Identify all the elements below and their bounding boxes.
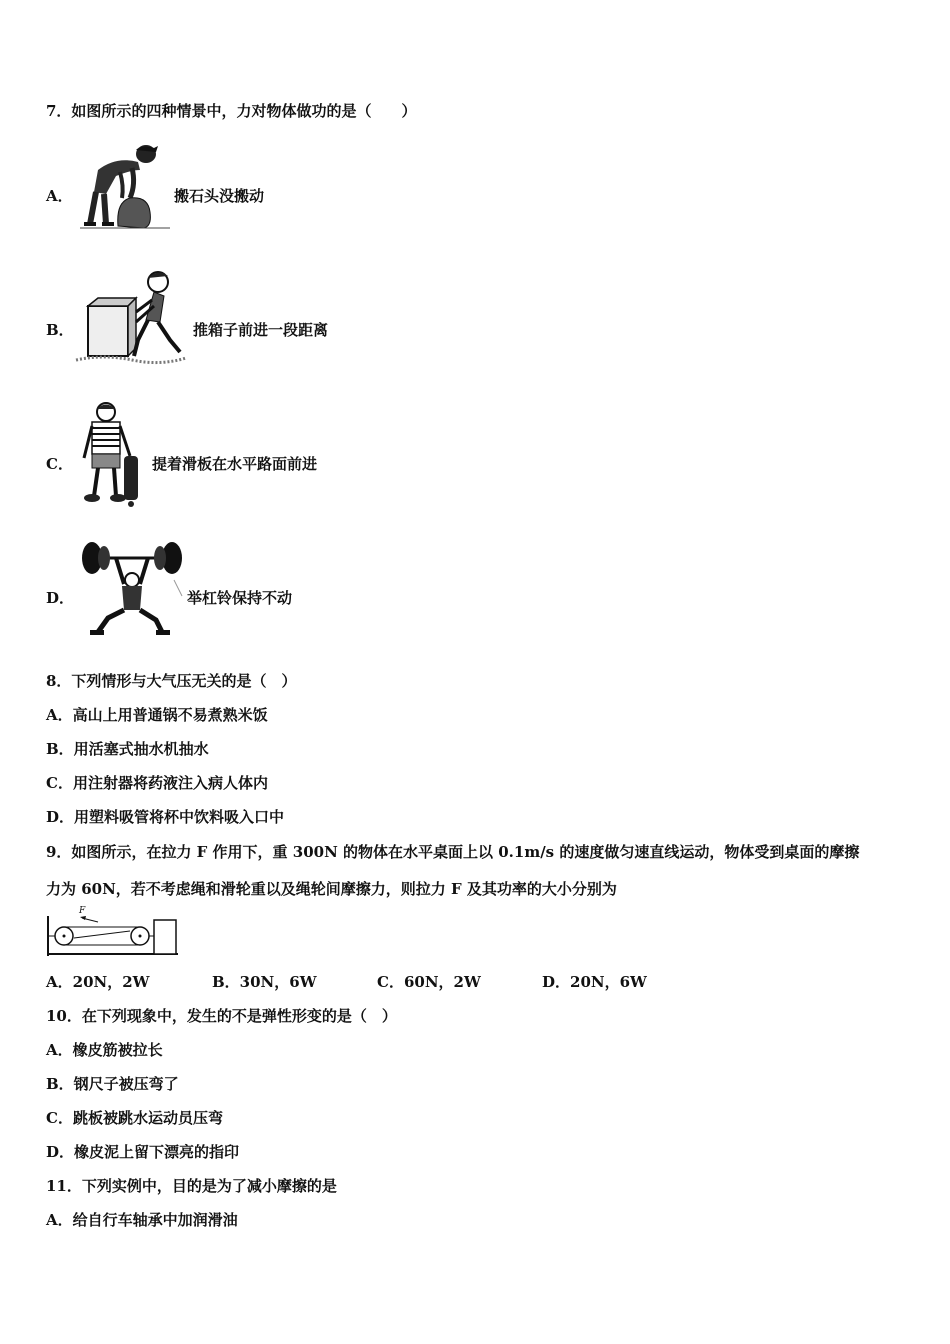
q10-option-b: B．钢尺子被压弯了 bbox=[46, 1075, 179, 1093]
q9-option-c: C．60N，2W bbox=[377, 973, 481, 991]
q7-option-a-caption: 搬石头没搬动 bbox=[174, 187, 265, 205]
q7-option-b-letter: B． bbox=[46, 321, 74, 339]
question-8-stem: 8．下列情形与大气压无关的是（ ） bbox=[46, 672, 297, 690]
q8-option-b: B．用活塞式抽水机抽水 bbox=[46, 740, 209, 758]
q7-option-b-caption: 推箱子前进一段距离 bbox=[193, 321, 329, 339]
q7-option-a-letter: A． bbox=[46, 187, 73, 205]
question-7-stem: 7．如图所示的四种情景中，力对物体做功的是（ ） bbox=[46, 102, 417, 120]
person-pushing-box-icon bbox=[74, 268, 189, 368]
q7-option-d-caption: 举杠铃保持不动 bbox=[187, 589, 293, 607]
q7-option-c-letter: C． bbox=[46, 455, 73, 473]
question-11-stem: 11．下列实例中，目的是为了减小摩擦的是 bbox=[46, 1177, 337, 1195]
q11-option-a: A．给自行车轴承中加润滑油 bbox=[46, 1211, 238, 1229]
q10-option-d: D．橡皮泥上留下漂亮的指印 bbox=[46, 1143, 240, 1161]
question-9-stem-line-2: 力为 60N，若不考虑绳和滑轮重以及绳轮间摩擦力，则拉力 F 及其功率的大小分别为 bbox=[46, 880, 617, 898]
pulley-figure bbox=[46, 906, 180, 960]
q7-option-c-caption: 提着滑板在水平路面前进 bbox=[152, 455, 318, 473]
q9-option-b: B．30N，6W bbox=[212, 973, 317, 991]
question-10-stem: 10．在下列现象中，发生的不是弹性形变的是（ ） bbox=[46, 1007, 397, 1025]
q8-option-d: D．用塑料吸管将杯中饮料吸入口中 bbox=[46, 808, 285, 826]
q10-option-c: C．跳板被跳水运动员压弯 bbox=[46, 1109, 223, 1127]
question-9-stem-line-1: 9．如图所示，在拉力 F 作用下，重 300N 的物体在水平桌面上以 0.1m/s 的速度做匀速直线运动，物体受到桌面的摩擦 bbox=[46, 843, 860, 861]
q9-option-d: D．20N，6W bbox=[542, 973, 647, 991]
weightlifter-icon bbox=[76, 540, 186, 640]
person-carrying-skateboard-icon bbox=[78, 400, 153, 512]
q8-option-a: A．高山上用普通锅不易煮熟米饭 bbox=[46, 706, 268, 724]
q9-option-a: A．20N，2W bbox=[46, 973, 150, 991]
person-lifting-stone-icon bbox=[76, 140, 171, 230]
q7-option-d-letter: D． bbox=[46, 589, 75, 607]
q8-option-c: C．用注射器将药液注入病人体内 bbox=[46, 774, 268, 792]
q10-option-a: A．橡皮筋被拉长 bbox=[46, 1041, 163, 1059]
force-label: F bbox=[79, 906, 86, 916]
